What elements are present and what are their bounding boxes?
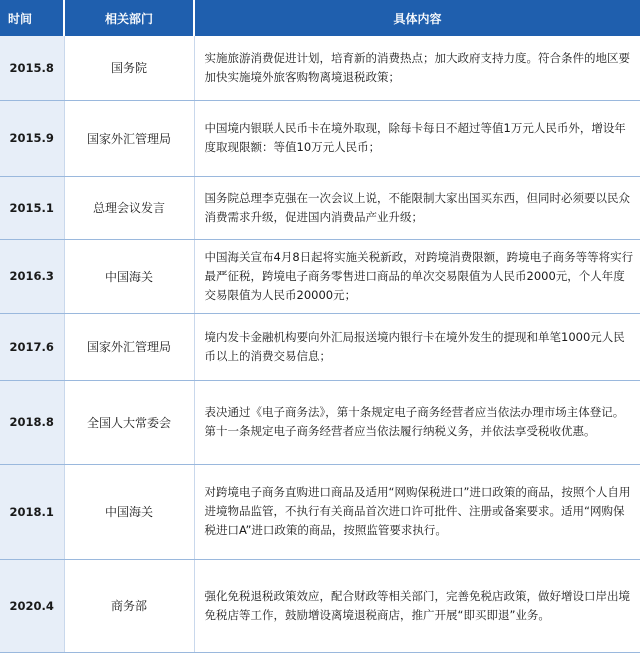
table-row (0, 380, 640, 464)
table-header-row (0, 0, 640, 36)
row-date: 2018.1 (0, 464, 64, 559)
row-date: 2017.6 (0, 313, 64, 380)
row-content: 对跨境电子商务直购进口商品及适用“网购保税进口”进口政策的商品，按照个人自用进境物品监管，不执行有关商品首次进口许可批件、注册或备案要求。适用“网购保税进口A”进口政策的商品，按照监管要求执行。 (194, 464, 640, 559)
header-time: 时间 (0, 0, 64, 36)
row-date: 2016.3 (0, 239, 64, 313)
row-date: 2015.8 (0, 36, 64, 100)
row-content: 中国境内银联人民币卡在境外取现，除每卡每日不超过等值1万元人民币外，增设年度取现限额：等值10万元人民币； (194, 100, 640, 176)
row-department: 中国海关 (64, 239, 194, 313)
row-content: 实施旅游消费促进计划，培育新的消费热点；加大政府支持力度。符合条件的地区要加快实施境外旅客购物离境退税政策； (194, 36, 640, 100)
table-row (0, 559, 640, 652)
row-date: 2018.8 (0, 380, 64, 464)
table-row (0, 100, 640, 176)
row-department: 国家外汇管理局 (64, 100, 194, 176)
header-content: 具体内容 (194, 0, 640, 36)
row-content: 国务院总理李克强在一次会议上说，不能限制大家出国买东西，但同时必须要以民众消费需求升级，促进国内消费品产业升级； (194, 176, 640, 239)
row-content: 境内发卡金融机构要向外汇局报送境内银行卡在境外发生的提现和单笔1000元人民币以上的消费交易信息； (194, 313, 640, 380)
row-department: 商务部 (64, 559, 194, 652)
row-date: 2015.1 (0, 176, 64, 239)
row-department: 中国海关 (64, 464, 194, 559)
row-department: 总理会议发言 (64, 176, 194, 239)
row-content: 强化免税退税政策效应，配合财政等相关部门，完善免税店政策，做好增设口岸出境免税店等工作，鼓励增设离境退税商店，推广开展“即买即退”业务。 (194, 559, 640, 652)
table-row (0, 313, 640, 380)
table-row (0, 36, 640, 100)
table-row (0, 176, 640, 239)
row-content: 中国海关宣布4月8日起将实施关税新政，对跨境消费限额，跨境电子商务等等将实行最严征税，跨境电子商务零售进口商品的单次交易限值为人民币2000元，个人年度交易限值为人民币20000元； (194, 239, 640, 313)
row-date: 2020.4 (0, 559, 64, 652)
row-content: 表决通过《电子商务法》，第十条规定电子商务经营者应当依法办理市场主体登记。第十一条规定电子商务经营者应当依法履行纳税义务，并依法享受税收优惠。 (194, 380, 640, 464)
table-row (0, 239, 640, 313)
row-department: 国家外汇管理局 (64, 313, 194, 380)
table-row (0, 464, 640, 559)
row-department: 国务院 (64, 36, 194, 100)
row-date: 2015.9 (0, 100, 64, 176)
header-department: 相关部门 (64, 0, 194, 36)
row-department: 全国人大常委会 (64, 380, 194, 464)
